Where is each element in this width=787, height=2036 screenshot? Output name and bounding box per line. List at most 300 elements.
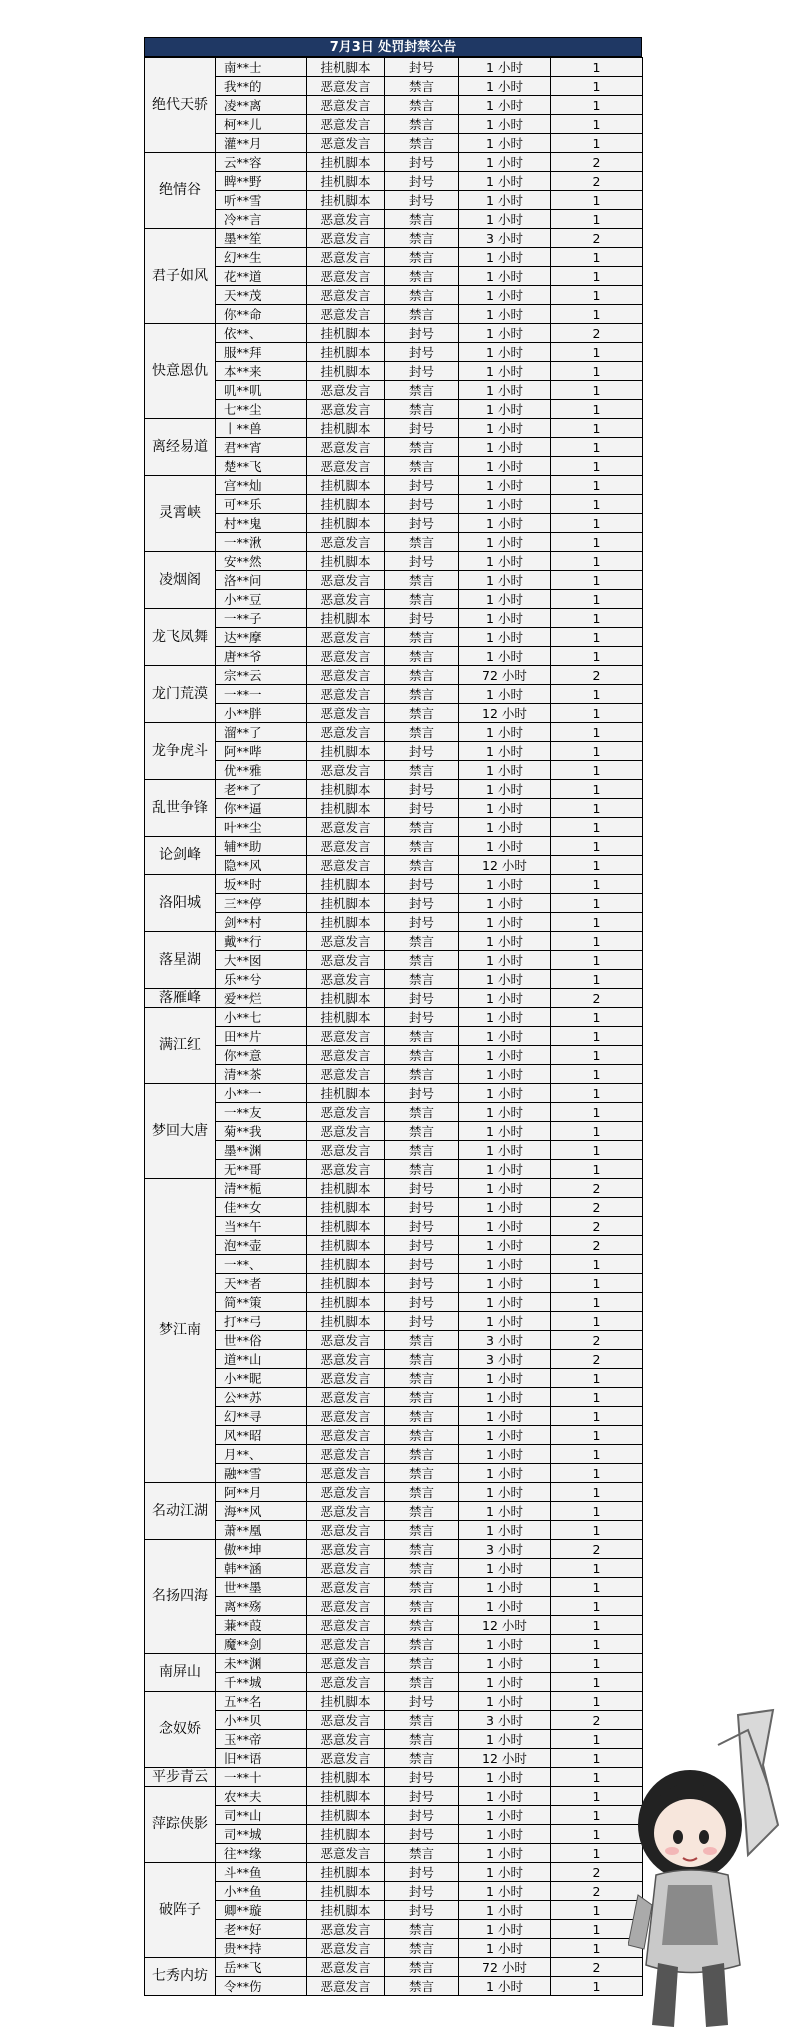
player-name: 小**七 xyxy=(216,1008,307,1027)
count: 1 xyxy=(551,552,643,571)
reason: 恶意发言 xyxy=(307,1027,385,1046)
penalty-type: 封号 xyxy=(385,1882,459,1901)
server-name: 龙飞凤舞 xyxy=(145,609,216,666)
table-row xyxy=(145,115,643,134)
penalty-type: 禁言 xyxy=(385,685,459,704)
player-name: 一**、 xyxy=(216,1255,307,1274)
penalty-type: 禁言 xyxy=(385,970,459,989)
player-name: 墨**笙 xyxy=(216,229,307,248)
penalty-type: 禁言 xyxy=(385,856,459,875)
player-name: 小**昵 xyxy=(216,1369,307,1388)
penalty-type: 封号 xyxy=(385,514,459,533)
player-name: 七**尘 xyxy=(216,400,307,419)
penalty-type: 禁言 xyxy=(385,761,459,780)
reason: 恶意发言 xyxy=(307,723,385,742)
duration: 1 小时 xyxy=(459,1521,551,1540)
count: 2 xyxy=(551,172,643,191)
penalty-type: 禁言 xyxy=(385,590,459,609)
player-name: 天**者 xyxy=(216,1274,307,1293)
player-name: 玉**帝 xyxy=(216,1730,307,1749)
player-name: 宫**灿 xyxy=(216,476,307,495)
table-row xyxy=(145,894,643,913)
count: 1 xyxy=(551,343,643,362)
reason: 恶意发言 xyxy=(307,1407,385,1426)
reason: 挂机脚本 xyxy=(307,324,385,343)
count: 1 xyxy=(551,1597,643,1616)
player-name: 你**意 xyxy=(216,1046,307,1065)
player-name: 一**十 xyxy=(216,1768,307,1787)
player-name: 清**栀 xyxy=(216,1179,307,1198)
reason: 恶意发言 xyxy=(307,818,385,837)
penalty-type: 禁言 xyxy=(385,1426,459,1445)
duration: 1 小时 xyxy=(459,1559,551,1578)
player-name: 小**豆 xyxy=(216,590,307,609)
table-row xyxy=(145,913,643,932)
penalty-type: 封号 xyxy=(385,1293,459,1312)
reason: 恶意发言 xyxy=(307,400,385,419)
penalty-type: 禁言 xyxy=(385,1635,459,1654)
table-row xyxy=(145,1369,643,1388)
player-name: 清**茶 xyxy=(216,1065,307,1084)
reason: 恶意发言 xyxy=(307,1616,385,1635)
player-name: 丨**兽 xyxy=(216,419,307,438)
duration: 3 小时 xyxy=(459,229,551,248)
count: 1 xyxy=(551,267,643,286)
duration: 1 小时 xyxy=(459,913,551,932)
reason: 挂机脚本 xyxy=(307,875,385,894)
player-name: 灌**月 xyxy=(216,134,307,153)
reason: 恶意发言 xyxy=(307,932,385,951)
duration: 1 小时 xyxy=(459,932,551,951)
table-row xyxy=(145,1730,643,1749)
count: 1 xyxy=(551,685,643,704)
player-name: 世**俗 xyxy=(216,1331,307,1350)
table-row xyxy=(145,476,643,495)
penalty-type: 禁言 xyxy=(385,1160,459,1179)
duration: 1 小时 xyxy=(459,324,551,343)
player-name: 叽**叽 xyxy=(216,381,307,400)
table-row xyxy=(145,932,643,951)
penalty-type: 禁言 xyxy=(385,400,459,419)
player-name: 爱**烂 xyxy=(216,989,307,1008)
table-row xyxy=(145,229,643,248)
count: 1 xyxy=(551,96,643,115)
server-name: 君子如风 xyxy=(145,229,216,324)
reason: 恶意发言 xyxy=(307,210,385,229)
player-name: 司**山 xyxy=(216,1806,307,1825)
reason: 恶意发言 xyxy=(307,1521,385,1540)
player-name: 我**的 xyxy=(216,77,307,96)
reason: 恶意发言 xyxy=(307,1540,385,1559)
reason: 恶意发言 xyxy=(307,1350,385,1369)
duration: 1 小时 xyxy=(459,1597,551,1616)
player-name: 千**城 xyxy=(216,1673,307,1692)
reason: 恶意发言 xyxy=(307,381,385,400)
player-name: 凌**离 xyxy=(216,96,307,115)
table-row xyxy=(145,438,643,457)
penalty-type: 禁言 xyxy=(385,1065,459,1084)
duration: 1 小时 xyxy=(459,1768,551,1787)
reason: 挂机脚本 xyxy=(307,1692,385,1711)
table-row xyxy=(145,457,643,476)
count: 1 xyxy=(551,1787,643,1806)
count: 1 xyxy=(551,1673,643,1692)
duration: 1 小时 xyxy=(459,58,551,77)
server-name: 落星湖 xyxy=(145,932,216,989)
player-name: 叶**尘 xyxy=(216,818,307,837)
table-row xyxy=(145,647,643,666)
count: 1 xyxy=(551,1464,643,1483)
player-name: 一**湫 xyxy=(216,533,307,552)
server-name: 灵霄峡 xyxy=(145,476,216,552)
count: 2 xyxy=(551,1179,643,1198)
duration: 1 小时 xyxy=(459,495,551,514)
reason: 挂机脚本 xyxy=(307,799,385,818)
reason: 恶意发言 xyxy=(307,229,385,248)
count: 1 xyxy=(551,400,643,419)
penalty-type: 封号 xyxy=(385,989,459,1008)
reason: 恶意发言 xyxy=(307,685,385,704)
reason: 恶意发言 xyxy=(307,533,385,552)
player-name: 戴**行 xyxy=(216,932,307,951)
reason: 恶意发言 xyxy=(307,761,385,780)
count: 1 xyxy=(551,1730,643,1749)
table-row xyxy=(145,1331,643,1350)
duration: 1 小时 xyxy=(459,400,551,419)
count: 1 xyxy=(551,913,643,932)
count: 1 xyxy=(551,210,643,229)
count: 2 xyxy=(551,324,643,343)
count: 1 xyxy=(551,362,643,381)
reason: 恶意发言 xyxy=(307,134,385,153)
count: 1 xyxy=(551,1844,643,1863)
server-name: 离经易道 xyxy=(145,419,216,476)
count: 1 xyxy=(551,1065,643,1084)
penalty-type: 禁言 xyxy=(385,1958,459,1977)
server-name: 龙争虎斗 xyxy=(145,723,216,780)
player-name: 道**山 xyxy=(216,1350,307,1369)
reason: 恶意发言 xyxy=(307,1065,385,1084)
table-row xyxy=(145,1711,643,1730)
count: 1 xyxy=(551,1046,643,1065)
count: 1 xyxy=(551,1426,643,1445)
table-row xyxy=(145,1787,643,1806)
penalty-type: 封号 xyxy=(385,1806,459,1825)
duration: 1 小时 xyxy=(459,305,551,324)
table-row xyxy=(145,286,643,305)
count: 1 xyxy=(551,1027,643,1046)
reason: 恶意发言 xyxy=(307,1483,385,1502)
count: 1 xyxy=(551,1008,643,1027)
penalty-type: 禁言 xyxy=(385,1141,459,1160)
count: 2 xyxy=(551,1540,643,1559)
duration: 1 小时 xyxy=(459,77,551,96)
reason: 恶意发言 xyxy=(307,1122,385,1141)
table-row xyxy=(145,1122,643,1141)
reason: 恶意发言 xyxy=(307,438,385,457)
player-name: 宗**云 xyxy=(216,666,307,685)
table-row xyxy=(145,134,643,153)
duration: 1 小时 xyxy=(459,837,551,856)
duration: 1 小时 xyxy=(459,1008,551,1027)
table-row xyxy=(145,400,643,419)
duration: 1 小时 xyxy=(459,210,551,229)
player-name: 风**昭 xyxy=(216,1426,307,1445)
reason: 挂机脚本 xyxy=(307,1863,385,1882)
player-name: 萧**凰 xyxy=(216,1521,307,1540)
table-row xyxy=(145,1939,643,1958)
player-name: 泡**壶 xyxy=(216,1236,307,1255)
table-row xyxy=(145,970,643,989)
table-row xyxy=(145,1692,643,1711)
duration: 1 小时 xyxy=(459,1046,551,1065)
count: 1 xyxy=(551,1369,643,1388)
count: 1 xyxy=(551,970,643,989)
reason: 挂机脚本 xyxy=(307,1008,385,1027)
table-row xyxy=(145,951,643,970)
server-name: 名动江湖 xyxy=(145,1483,216,1540)
count: 1 xyxy=(551,742,643,761)
duration: 1 小时 xyxy=(459,723,551,742)
player-name: 简**策 xyxy=(216,1293,307,1312)
duration: 1 小时 xyxy=(459,571,551,590)
player-name: 贵**持 xyxy=(216,1939,307,1958)
count: 1 xyxy=(551,191,643,210)
penalty-type: 禁言 xyxy=(385,1103,459,1122)
reason: 挂机脚本 xyxy=(307,514,385,533)
table-row xyxy=(145,381,643,400)
reason: 恶意发言 xyxy=(307,704,385,723)
table-row xyxy=(145,1084,643,1103)
mascot-illustration xyxy=(628,1705,787,2036)
duration: 3 小时 xyxy=(459,1711,551,1730)
penalty-type: 禁言 xyxy=(385,1464,459,1483)
reason: 恶意发言 xyxy=(307,970,385,989)
server-name: 龙门荒漠 xyxy=(145,666,216,723)
server-name: 绝代天骄 xyxy=(145,58,216,153)
count: 1 xyxy=(551,419,643,438)
duration: 1 小时 xyxy=(459,1806,551,1825)
duration: 1 小时 xyxy=(459,1179,551,1198)
penalty-type: 禁言 xyxy=(385,1844,459,1863)
reason: 恶意发言 xyxy=(307,1958,385,1977)
count: 1 xyxy=(551,134,643,153)
table-row xyxy=(145,1901,643,1920)
table-row xyxy=(145,1768,643,1787)
reason: 恶意发言 xyxy=(307,1635,385,1654)
count: 1 xyxy=(551,495,643,514)
penalty-type: 封号 xyxy=(385,476,459,495)
duration: 1 小时 xyxy=(459,248,551,267)
player-name: 服**拜 xyxy=(216,343,307,362)
server-name: 凌烟阁 xyxy=(145,552,216,609)
count: 1 xyxy=(551,58,643,77)
reason: 挂机脚本 xyxy=(307,1084,385,1103)
reason: 挂机脚本 xyxy=(307,362,385,381)
player-name: 公**苏 xyxy=(216,1388,307,1407)
table-row xyxy=(145,761,643,780)
player-name: 阿**月 xyxy=(216,1483,307,1502)
penalty-type: 禁言 xyxy=(385,1445,459,1464)
penalty-type: 禁言 xyxy=(385,267,459,286)
reason: 挂机脚本 xyxy=(307,1293,385,1312)
table-row xyxy=(145,1426,643,1445)
count: 2 xyxy=(551,1711,643,1730)
penalty-type: 封号 xyxy=(385,799,459,818)
penalty-type: 封号 xyxy=(385,1274,459,1293)
reason: 挂机脚本 xyxy=(307,419,385,438)
count: 1 xyxy=(551,1160,643,1179)
server-name: 梦江南 xyxy=(145,1179,216,1483)
player-name: 柯**儿 xyxy=(216,115,307,134)
duration: 3 小时 xyxy=(459,1350,551,1369)
reason: 挂机脚本 xyxy=(307,780,385,799)
reason: 恶意发言 xyxy=(307,1597,385,1616)
player-name: 农**夫 xyxy=(216,1787,307,1806)
table-row xyxy=(145,989,643,1008)
table-row xyxy=(145,172,643,191)
table-row xyxy=(145,856,643,875)
count: 1 xyxy=(551,571,643,590)
penalty-type: 封号 xyxy=(385,913,459,932)
penalty-type: 禁言 xyxy=(385,305,459,324)
player-name: 一**友 xyxy=(216,1103,307,1122)
duration: 1 小时 xyxy=(459,1407,551,1426)
player-name: 海**风 xyxy=(216,1502,307,1521)
count: 1 xyxy=(551,77,643,96)
reason: 恶意发言 xyxy=(307,666,385,685)
penalty-type: 封号 xyxy=(385,1236,459,1255)
table-row xyxy=(145,1312,643,1331)
duration: 1 小时 xyxy=(459,894,551,913)
duration: 1 小时 xyxy=(459,1901,551,1920)
count: 1 xyxy=(551,761,643,780)
duration: 1 小时 xyxy=(459,1027,551,1046)
player-name: 你**命 xyxy=(216,305,307,324)
count: 2 xyxy=(551,1198,643,1217)
reason: 恶意发言 xyxy=(307,1046,385,1065)
penalty-type: 封号 xyxy=(385,172,459,191)
penalty-type: 封号 xyxy=(385,552,459,571)
count: 1 xyxy=(551,457,643,476)
duration: 1 小时 xyxy=(459,153,551,172)
reason: 恶意发言 xyxy=(307,1977,385,1996)
reason: 恶意发言 xyxy=(307,1369,385,1388)
table-row xyxy=(145,1616,643,1635)
duration: 12 小时 xyxy=(459,1749,551,1768)
reason: 恶意发言 xyxy=(307,590,385,609)
duration: 1 小时 xyxy=(459,552,551,571)
count: 1 xyxy=(551,1654,643,1673)
player-name: 村**鬼 xyxy=(216,514,307,533)
duration: 1 小时 xyxy=(459,1274,551,1293)
table-row xyxy=(145,305,643,324)
count: 1 xyxy=(551,1825,643,1844)
reason: 恶意发言 xyxy=(307,267,385,286)
duration: 1 小时 xyxy=(459,590,551,609)
reason: 挂机脚本 xyxy=(307,1217,385,1236)
penalty-type: 禁言 xyxy=(385,1350,459,1369)
count: 1 xyxy=(551,1122,643,1141)
reason: 恶意发言 xyxy=(307,77,385,96)
table-row xyxy=(145,1027,643,1046)
penalty-type: 禁言 xyxy=(385,229,459,248)
count: 1 xyxy=(551,1084,643,1103)
table-row xyxy=(145,1236,643,1255)
player-name: 旧**语 xyxy=(216,1749,307,1768)
reason: 恶意发言 xyxy=(307,571,385,590)
table-row xyxy=(145,1217,643,1236)
reason: 恶意发言 xyxy=(307,248,385,267)
table-row xyxy=(145,191,643,210)
table-row xyxy=(145,837,643,856)
table-row xyxy=(145,1559,643,1578)
duration: 1 小时 xyxy=(459,476,551,495)
duration: 12 小时 xyxy=(459,1616,551,1635)
count: 1 xyxy=(551,951,643,970)
penalty-type: 封号 xyxy=(385,1692,459,1711)
duration: 1 小时 xyxy=(459,1483,551,1502)
penalty-type: 封号 xyxy=(385,1901,459,1920)
count: 1 xyxy=(551,1692,643,1711)
player-name: 五**名 xyxy=(216,1692,307,1711)
player-name: 可**乐 xyxy=(216,495,307,514)
penalty-type: 禁言 xyxy=(385,1749,459,1768)
reason: 挂机脚本 xyxy=(307,58,385,77)
count: 1 xyxy=(551,248,643,267)
player-name: 魔**剑 xyxy=(216,1635,307,1654)
duration: 1 小时 xyxy=(459,1198,551,1217)
penalty-type: 禁言 xyxy=(385,571,459,590)
duration: 1 小时 xyxy=(459,1445,551,1464)
table-row xyxy=(145,1179,643,1198)
table-row xyxy=(145,1958,643,1977)
table-row xyxy=(145,343,643,362)
table-row xyxy=(145,1274,643,1293)
player-name: 幻**生 xyxy=(216,248,307,267)
player-name: 打**弓 xyxy=(216,1312,307,1331)
reason: 挂机脚本 xyxy=(307,1255,385,1274)
duration: 1 小时 xyxy=(459,1502,551,1521)
penalty-type: 禁言 xyxy=(385,1654,459,1673)
duration: 1 小时 xyxy=(459,1236,551,1255)
count: 1 xyxy=(551,1977,643,1996)
duration: 1 小时 xyxy=(459,115,551,134)
penalty-type: 禁言 xyxy=(385,1483,459,1502)
player-name: 大**囡 xyxy=(216,951,307,970)
table-row xyxy=(145,1388,643,1407)
count: 1 xyxy=(551,1293,643,1312)
count: 1 xyxy=(551,1141,643,1160)
duration: 1 小时 xyxy=(459,1920,551,1939)
penalty-type: 禁言 xyxy=(385,533,459,552)
duration: 1 小时 xyxy=(459,1977,551,1996)
count: 1 xyxy=(551,476,643,495)
count: 1 xyxy=(551,590,643,609)
penalty-type: 封号 xyxy=(385,1198,459,1217)
duration: 1 小时 xyxy=(459,191,551,210)
count: 1 xyxy=(551,533,643,552)
penalty-type: 禁言 xyxy=(385,1977,459,1996)
penalty-type: 封号 xyxy=(385,419,459,438)
server-name: 名扬四海 xyxy=(145,1540,216,1654)
player-name: 楚**飞 xyxy=(216,457,307,476)
reason: 挂机脚本 xyxy=(307,1825,385,1844)
penalty-type: 封号 xyxy=(385,1863,459,1882)
count: 1 xyxy=(551,381,643,400)
count: 1 xyxy=(551,609,643,628)
reason: 挂机脚本 xyxy=(307,1768,385,1787)
